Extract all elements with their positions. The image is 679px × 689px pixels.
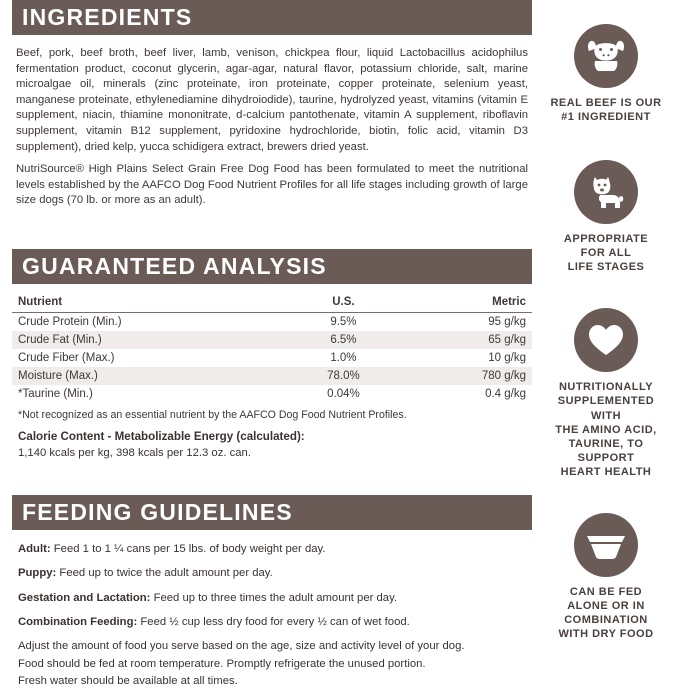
ingredients-body bbox=[12, 46, 532, 209]
column-header-us: U.S. bbox=[290, 293, 397, 313]
feature-label-line: HEART HEALTH bbox=[560, 465, 652, 478]
table-row bbox=[12, 313, 532, 332]
feature-label-line: SUPPLEMENTED bbox=[557, 395, 655, 408]
cell-us: 1.0% bbox=[330, 352, 357, 365]
cell-metric: 65 g/kg bbox=[397, 331, 532, 349]
feeding-text: Feed up to three times the adult amount per day. bbox=[150, 591, 398, 604]
analysis-footnote: *Not recognized as an essential nutrient by the AAFCO Dog Food Nutrient Profiles. bbox=[18, 409, 407, 422]
cow-icon bbox=[574, 24, 638, 88]
cell-us: 78.0% bbox=[290, 367, 397, 385]
feeding-note-line: Fresh water should be available at all times. bbox=[18, 674, 238, 687]
feature-taurine-heart-health bbox=[540, 308, 672, 479]
guaranteed-analysis-table bbox=[12, 293, 532, 403]
feeding-guidelines-body bbox=[12, 542, 532, 689]
feature-combination-feeding bbox=[540, 513, 672, 641]
feature-label-line: THE AMINO ACID, bbox=[555, 423, 657, 436]
feeding-text: Feed up to twice the adult amount per day. bbox=[56, 567, 273, 580]
table-row bbox=[12, 349, 532, 367]
calorie-content-title: Calorie Content - Metabolizable Energy (calculated): bbox=[18, 430, 305, 444]
cell-nutrient: Crude Fat (Min.) bbox=[12, 331, 290, 349]
table-row bbox=[12, 385, 532, 403]
cell-nutrient: Crude Protein (Min.) bbox=[18, 316, 122, 329]
cell-metric: 95 g/kg bbox=[488, 316, 526, 329]
cell-nutrient: Crude Fiber (Max.) bbox=[18, 352, 115, 365]
feeding-text: Feed ½ cup less dry food for every ½ can of wet food. bbox=[137, 615, 410, 628]
left-content-column bbox=[12, 0, 532, 689]
table-row bbox=[12, 367, 532, 385]
feature-label-line: COMBINATION bbox=[564, 614, 648, 627]
feature-badges-column bbox=[540, 24, 672, 655]
feeding-line bbox=[18, 542, 526, 557]
feeding-note-line: Adjust the amount of food you serve based on the age, size and activity level of your dog. bbox=[18, 640, 465, 653]
feeding-label: Adult: bbox=[18, 543, 51, 556]
column-header-metric: Metric bbox=[397, 293, 532, 313]
feeding-label: Combination Feeding: bbox=[18, 615, 138, 628]
feature-life-stages bbox=[540, 160, 672, 274]
feeding-notes bbox=[18, 638, 526, 689]
cell-nutrient: *Taurine (Min.) bbox=[18, 388, 93, 401]
table-row bbox=[12, 331, 532, 349]
feature-label bbox=[540, 96, 672, 124]
cell-us: 6.5% bbox=[290, 331, 397, 349]
heart-icon bbox=[574, 308, 638, 372]
feature-label-line: FOR ALL bbox=[580, 247, 632, 260]
feature-label bbox=[540, 380, 672, 479]
ingredients-heading: INGREDIENTS bbox=[12, 0, 532, 35]
cell-nutrient: Moisture (Max.) bbox=[12, 367, 290, 385]
cell-us: 0.04% bbox=[327, 388, 360, 401]
feeding-label: Gestation and Lactation: bbox=[18, 591, 151, 604]
feeding-guidelines-heading: FEEDING GUIDELINES bbox=[12, 495, 532, 530]
feeding-line bbox=[18, 615, 526, 630]
feature-real-beef bbox=[540, 24, 672, 124]
feeding-label: Puppy: bbox=[18, 567, 57, 580]
cell-metric: 10 g/kg bbox=[488, 352, 526, 365]
feature-label-line: LIFE STAGES bbox=[567, 261, 645, 274]
ingredients-paragraph-1: Beef, pork, beef broth, beef liver, lamb, venison, chickpea flour, liquid Lactobacillus acidophilus fermentation product, coconut glycerin, agar-agar, natural flavor, potassium chloride, salt, marine microalgae oil, minerals (zinc proteinate, iron proteinate, copper proteinate, selenium yeast, manganese proteinate, ethylenediamine dihydroiodide), taurine, hydrolyzed yeast, vitamins (vitamin E supplement, niacin, thiamine mononitrate, d-calcium pantothenate, vitamin A supplement, riboflavin supplement, vitamin B12 supplement, pyridoxine hydrochloride, biotin, folic acid, vitamin D3 supplement), dried kelp, yucca schidigera extract, brewers dried yeast. bbox=[16, 47, 528, 153]
column-header-nutrient: Nutrient bbox=[12, 293, 290, 313]
feature-label-line: ALONE OR IN bbox=[567, 600, 645, 613]
calorie-content-value: 1,140 kcals per kg, 398 kcals per 12.3 oz. can. bbox=[18, 447, 251, 460]
feature-label-line: #1 INGREDIENT bbox=[561, 111, 651, 124]
feeding-line bbox=[18, 566, 526, 581]
cell-metric: 0.4 g/kg bbox=[485, 388, 526, 401]
feeding-line bbox=[18, 591, 526, 606]
feature-label-line: REAL BEEF IS OUR bbox=[550, 97, 662, 109]
dog-icon bbox=[574, 160, 638, 224]
feature-label bbox=[540, 585, 672, 641]
ingredients-paragraph-2: NutriSource® High Plains Select Grain Free Dog Food has been formulated to meet the nutritional levels established by the AAFCO Dog Food Nutrient Profiles for all life stages including growth of large size dogs (70 lb. or more as an adult). bbox=[16, 163, 528, 207]
feature-label-line: WITH bbox=[590, 409, 622, 422]
cell-metric: 780 g/kg bbox=[397, 367, 532, 385]
guaranteed-analysis-heading: GUARANTEED ANALYSIS bbox=[12, 249, 532, 284]
dog-bowl-icon bbox=[574, 513, 638, 577]
feature-label-line: APPROPRIATE bbox=[563, 233, 649, 246]
feature-label-line: NUTRITIONALLY bbox=[558, 381, 654, 394]
feature-label-line: TAURINE, TO SUPPORT bbox=[568, 437, 644, 464]
feeding-text: Feed 1 to 1 ¼ cans per 15 lbs. of body weight per day. bbox=[50, 543, 326, 556]
cell-us: 9.5% bbox=[330, 316, 357, 329]
table-header-row bbox=[12, 293, 532, 313]
feeding-note-line: Food should be fed at room temperature. Promptly refrigerate the unused portion. bbox=[18, 657, 426, 670]
feature-label-line: CAN BE FED bbox=[569, 585, 643, 598]
feature-label-line: WITH DRY FOOD bbox=[558, 628, 654, 641]
feature-label bbox=[540, 232, 672, 274]
